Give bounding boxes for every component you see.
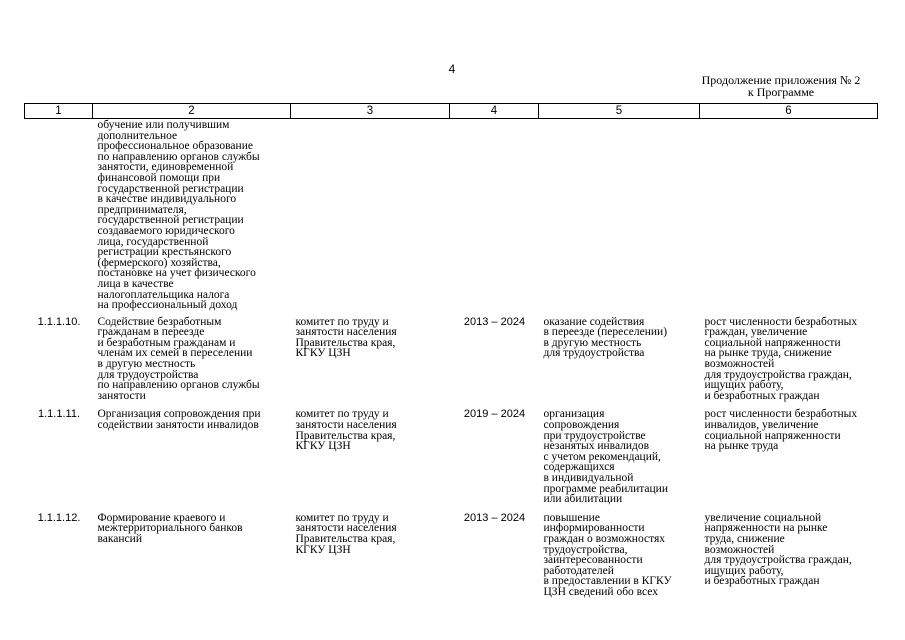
period: 2013 – 2024: [463, 315, 526, 328]
appendix-note-line: Продолжение приложения № 2: [701, 73, 861, 87]
measure-name-line: членам их семей в переселении: [97, 347, 253, 360]
content-description-line: ЦЗН сведений обо всех: [543, 585, 658, 598]
measure-name-line: гражданам в переезде: [97, 326, 205, 339]
expected-result-line: и безработных граждан: [704, 575, 820, 588]
content-description-line: для трудоустройства: [543, 347, 645, 360]
executor-line: Правительства края,: [295, 429, 396, 442]
executor: [291, 513, 450, 606]
item-number: [25, 119, 93, 317]
content-description: [539, 119, 700, 317]
measure-name-line: содействии занятости инвалидов: [97, 419, 259, 432]
executor-line: комитет по труду и: [295, 511, 389, 524]
expected-result-line: рост численности безработных: [704, 408, 858, 421]
measure-name-line: государственной регистрации: [97, 182, 244, 195]
column-header: 5: [539, 104, 700, 119]
expected-result-line: инвалидов, увеличение: [704, 419, 819, 432]
executor-line: КГКУ ЦЗН: [295, 347, 351, 360]
table-row: [25, 409, 878, 512]
table-row: [25, 513, 878, 606]
expected-result-line: возможностей: [704, 358, 775, 371]
measure-name-line: обучение или получившим: [97, 119, 230, 131]
measure-name-line: для трудоустройства: [97, 368, 199, 381]
measure-name-line: регистрации крестьянского: [97, 246, 232, 259]
expected-result-line: социальной напряженности: [704, 429, 841, 442]
period: [450, 119, 539, 317]
column-number-row: [25, 104, 878, 119]
column-header: 2: [93, 104, 291, 119]
executor-line: Правительства края,: [295, 532, 396, 545]
expected-result: [700, 317, 878, 410]
expected-result-line: на рынке труда: [704, 440, 779, 453]
content-description: [539, 409, 700, 512]
executor-line: КГКУ ЦЗН: [295, 440, 351, 453]
expected-result-line: возможностей: [704, 543, 775, 556]
expected-result: [700, 409, 878, 512]
expected-result: [700, 513, 878, 606]
item-number: 1.1.1.11.: [38, 408, 80, 421]
measure-name: [93, 513, 291, 606]
item-number: 1.1.1.10.: [37, 315, 81, 328]
content-description-line: трудоустройства,: [543, 543, 628, 556]
expected-result-line: рост численности безработных: [704, 315, 858, 328]
content-description-line: информированности: [543, 522, 645, 535]
expected-result-line: ищущих работу,: [704, 564, 784, 577]
measure-name-line: создаваемого юридического: [97, 224, 235, 237]
executor-line: комитет по труду и: [295, 315, 389, 328]
page-number: 4: [448, 62, 456, 76]
executor-line: занятости населения: [295, 326, 397, 339]
measure-name-line: (фермерского) хозяйства,: [97, 256, 221, 269]
content-description-line: незанятых инвалидов: [543, 440, 650, 453]
measure-name-line: вакансий: [97, 532, 142, 545]
measure-name-line: по направлению органов службы: [97, 379, 260, 392]
content-description-line: программе реабилитации: [543, 482, 668, 495]
measure-name: [93, 317, 291, 410]
expected-result-line: граждан, увеличение: [704, 326, 808, 339]
content-description-line: организация: [543, 408, 605, 421]
executor: [291, 409, 450, 512]
measure-name-line: налогоплательщика налога: [97, 288, 230, 301]
measure-name-line: Формирование краевого и: [97, 511, 226, 524]
period: 2019 – 2024: [463, 408, 526, 421]
expected-result-line: увеличение социальной: [704, 511, 822, 524]
measure-name-line: и безработным гражданам и: [97, 336, 236, 349]
measure-name-line: лица, государственной: [97, 235, 209, 248]
measure-name-line: Содействие безработным: [97, 315, 222, 328]
expected-result-line: социальной напряженности: [704, 336, 841, 349]
measure-name-line: дополнительное: [97, 129, 178, 142]
content-description-line: граждан о возможностях: [543, 532, 666, 545]
measure-name-line: межтерриториального банков: [97, 522, 243, 535]
appendix-note: [686, 74, 876, 98]
item-number: 1.1.1.12.: [37, 511, 81, 524]
content-description-line: в переезде (переселении): [543, 326, 668, 339]
content-description: [539, 513, 700, 606]
content-description-line: заинтересованности: [543, 554, 643, 567]
measure-name-line: постановке на учет физического: [97, 267, 256, 280]
content-description: [539, 317, 700, 410]
executor: [291, 317, 450, 410]
measure-name-line: занятости: [97, 389, 146, 402]
measure-name-line: в другую местность: [97, 358, 196, 371]
content-description-line: оказание содействия: [543, 315, 645, 328]
executor: [291, 119, 450, 317]
executor-line: комитет по труду и: [295, 408, 389, 421]
expected-result: [700, 119, 878, 317]
content-description-line: с учетом рекомендаций,: [543, 450, 661, 463]
measure-name-line: предпринимателя,: [97, 203, 187, 216]
period: 2013 – 2024: [463, 511, 526, 524]
column-header: 4: [450, 104, 539, 119]
content-description-line: или абилитации: [543, 493, 623, 506]
expected-result-line: для трудоустройства граждан,: [704, 368, 852, 381]
executor-line: КГКУ ЦЗН: [295, 543, 351, 556]
expected-result-line: на рынке труда, снижение: [704, 347, 832, 360]
measure-name-line: занятости, единовременной: [97, 161, 234, 174]
program-measures-table: [24, 103, 878, 606]
expected-result-line: труда, снижение: [704, 532, 785, 545]
measure-name-line: по направлению органов службы: [97, 150, 260, 163]
content-description-line: работодателей: [543, 564, 614, 577]
content-description-line: при трудоустройстве: [543, 429, 646, 442]
content-description-line: содержащихся: [543, 461, 615, 474]
measure-name-line: в качестве индивидуального: [97, 193, 237, 206]
measure-name: [93, 119, 291, 317]
measure-name-line: государственной регистрации: [97, 214, 244, 227]
table-row: [25, 119, 878, 317]
table-body: [25, 119, 878, 606]
expected-result-line: ищущих работу,: [704, 379, 784, 392]
expected-result-line: напряженности на рынке: [704, 522, 828, 535]
measure-name-line: на профессиональный доход: [97, 299, 238, 312]
measure-name: [93, 409, 291, 512]
content-description-line: в предоставлении в КГКУ: [543, 575, 672, 588]
content-description-line: в индивидуальной: [543, 472, 634, 484]
measure-name-line: финансовой помощи при: [97, 171, 221, 184]
expected-result-line: и безработных граждан: [704, 389, 820, 402]
column-header: 3: [291, 104, 450, 119]
expected-result-line: для трудоустройства граждан,: [704, 554, 852, 567]
content-description-line: сопровождения: [543, 419, 620, 432]
measure-name-line: Организация сопровождения при: [97, 408, 261, 421]
content-description-line: в другую местность: [543, 336, 642, 349]
content-description-line: повышение: [543, 511, 600, 524]
measure-name-line: лица в качестве: [97, 277, 174, 290]
appendix-note-line: к Программе: [747, 85, 815, 99]
column-header: 6: [700, 104, 878, 119]
column-header: 1: [25, 104, 93, 119]
executor-line: Правительства края,: [295, 336, 396, 349]
table-row: [25, 317, 878, 410]
executor-line: занятости населения: [295, 419, 397, 432]
executor-line: занятости населения: [295, 522, 397, 535]
measure-name-line: профессиональное образование: [97, 140, 253, 153]
